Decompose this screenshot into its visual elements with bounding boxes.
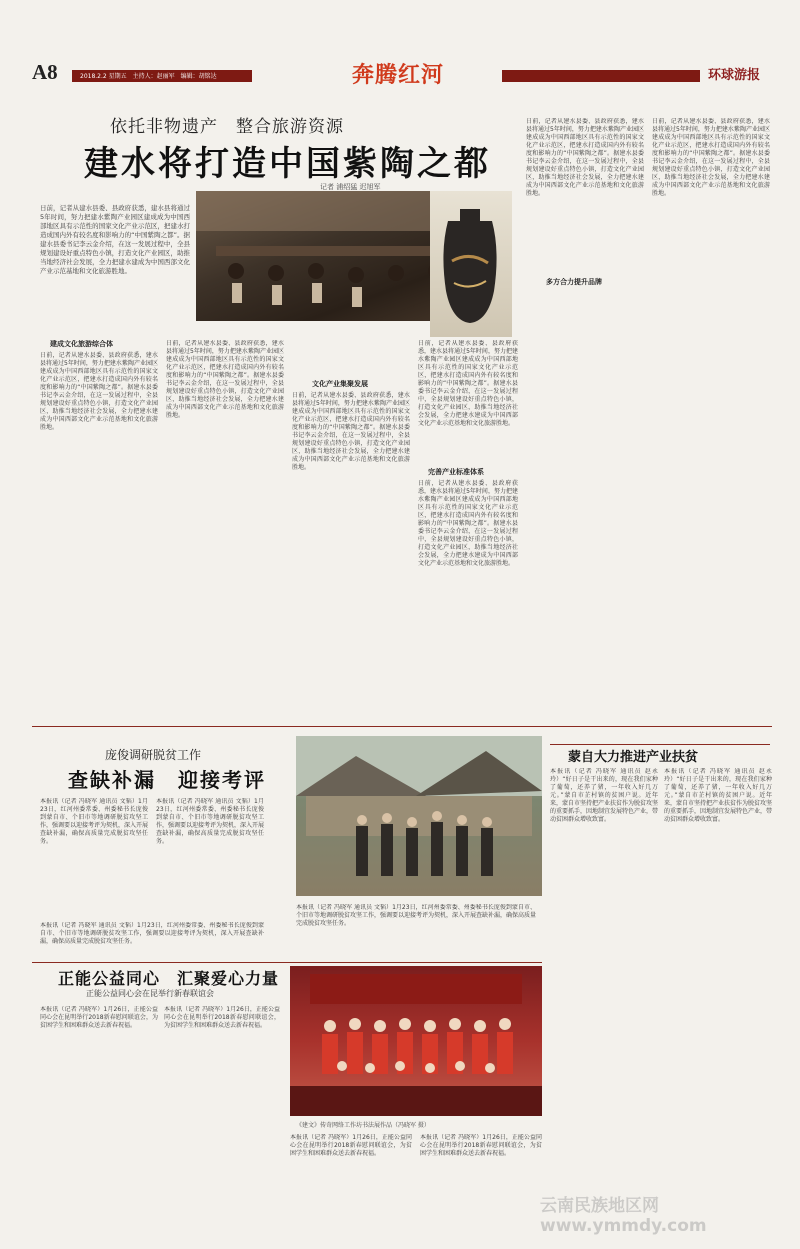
lead-intro-text: 日前，记者从建水县委、县政府获悉，建水县将通过5年时间，努力把建水紫陶产业园区建成成为中国西部地区具有示范性的国家文化产业示范区，把建水打造成国内外有较名度和影响力的“中国紫陶之都”。据建水县委书记李云金介绍，在这一发展过程中，全县规划建设好重点特色小镇，打造文化产业园区，助推当地经济社会发展，全力把建水建成为中国西部文化产业示范基地和文化旅游胜地。 — [40, 204, 190, 275]
vase-illustration — [430, 191, 512, 337]
watermark: 云南民族地区网 www.ymmdy.com — [540, 1196, 707, 1236]
article3-col-2: 本报讯（记者 冯晓军 通讯员 赵永玲）“好日子是干出来的，现在我们家种了葡萄，还养了猪，一年收入好几万元。”蒙自市芷村镇的贫困户说。近年来，蒙自市坚持把产业扶贫作为脱贫攻坚的重要抓手，因地制宜发展特色产业，带动贫困群众增收致富。 — [664, 768, 772, 823]
photo-caption-text: 本报讯（记者 冯晓军 通讯员 文韬）1月23日，红河州委常委、州委秘书长庞俊到蒙自市、个旧市等地调研脱贫攻坚工作，强调要以迎接考评为契机，深入开展查缺补漏，确保高质量完成脱贫攻坚任务。 — [296, 904, 536, 927]
masthead-info: 2018.2.2 星期五 主持人：赵丽军 编辑：胡铭达 — [80, 73, 217, 80]
lead-headline: 建水将打造中国紫陶之都 — [84, 144, 491, 184]
lead-col-1-text: 日前，记者从建水县委、县政府获悉，建水县将通过5年时间，努力把建水紫陶产业园区建成成为中国西部地区具有示范性的国家文化产业示范区，把建水打造成国内外有较名度和影响力的“中国紫陶之都”。据建水县委书记李云金介绍，在这一发展过程中，全县规划建设好重点特色小镇，打造文化产业园区，助推当地经济社会发展，全力把建水建成为中国西部文化产业示范基地和文化旅游胜地。 — [40, 352, 158, 431]
article4-col-4: 本报讯（记者 冯晓军）1月26日，正能公益同心会在昆明举行2018新春慰问联谊会，为贫困学生和困难群众送去新春祝福。 — [420, 1134, 542, 1157]
lead-col-4-text-b: 日前，记者从建水县委、县政府获悉，建水县将通过5年时间，努力把建水紫陶产业园区建成成为中国西部地区具有示范性的国家文化产业示范区，把建水打造成国内外有较名度和影响力的“中国紫陶之都”。据建水县委书记李云金介绍，在这一发展过程中，全县规划建设好重点特色小镇，打造文化产业园区，助推当地经济社会发展，全力把建水建成为中国西部文化产业示范基地和文化旅游胜地。 — [418, 480, 518, 567]
lead-col-4 — [418, 340, 518, 720]
paper-name: 环球游报 — [708, 67, 761, 82]
lead-subhead-4: 多方合力提升品牌 — [546, 278, 602, 286]
article2-col-1: 本报讯（记者 冯晓军 通讯员 文韬）1月23日，红河州委常委、州委秘书长庞俊到蒙自市、个旧市等地调研脱贫攻坚工作，强调要以迎接考评为契机，深入开展查缺补漏，确保高质量完成脱贫攻坚任务。 — [40, 798, 148, 845]
lead-col-1 — [40, 340, 158, 720]
article2-kicker: 庞俊调研脱贫工作 — [105, 748, 202, 762]
lead-col-5 — [526, 118, 644, 718]
lead-col-5-text: 日前，记者从建水县委、县政府获悉，建水县将通过5年时间，努力把建水紫陶产业园区建成成为中国西部地区具有示范性的国家文化产业示范区，把建水打造成国内外有较名度和影响力的“中国紫陶之都”。据建水县委书记李云金介绍，在这一发展过程中，全县规划建设好重点特色小镇，打造文化产业园区，助推当地经济社会发展，全力把建水建成为中国西部文化产业示范基地和文化旅游胜地。 — [526, 118, 644, 197]
masthead — [32, 60, 772, 88]
lead-col-3 — [292, 340, 410, 720]
lead-col-2 — [166, 340, 284, 720]
lead-subhead-3: 完善产业标准体系 — [428, 468, 484, 476]
charity-group-illustration — [290, 966, 542, 1116]
charity-group-photo — [290, 966, 542, 1116]
lead-col-2-text: 日前，记者从建水县委、县政府获悉，建水县将通过5年时间，努力把建水紫陶产业园区建成成为中国西部地区具有示范性的国家文化产业示范区，把建水打造成国内外有较名度和影响力的“中国紫陶之都”。据建水县委书记李云金介绍，在这一发展过程中，全县规划建设好重点特色小镇，打造文化产业园区，助推当地经济社会发展，全力把建水建成为中国西部文化产业示范基地和文化旅游胜地。 — [166, 340, 284, 419]
article4-divider — [32, 962, 542, 963]
section-divider — [32, 726, 772, 727]
lead-col-6 — [652, 118, 770, 718]
lead-subhead-1: 建成文化旅游综合体 — [50, 340, 113, 348]
article2-headline: 查缺补漏 迎接考评 — [68, 768, 266, 792]
charity-photo-caption: 《建文》传奇网络工作坊书法展作品（冯晓军 摄） — [296, 1122, 430, 1129]
village-visit-illustration — [296, 736, 542, 896]
article3-headline: 蒙自大力推进产业扶贫 — [568, 750, 699, 765]
village-visit-photo — [296, 736, 542, 896]
article4-col-2: 本报讯（记者 冯晓军）1月26日，正能公益同心会在昆明举行2018新春慰问联谊会，为贫困学生和困难群众送去新春祝福。 — [164, 1006, 280, 1029]
lead-col-6-text: 日前，记者从建水县委、县政府获悉，建水县将通过5年时间，努力把建水紫陶产业园区建成成为中国西部地区具有示范性的国家文化产业示范区，把建水打造成国内外有较名度和影响力的“中国紫陶之都”。据建水县委书记李云金介绍，在这一发展过程中，全县规划建设好重点特色小镇，打造文化产业园区，助推当地经济社会发展，全力把建水建成为中国西部文化产业示范基地和文化旅游胜地。 — [652, 118, 770, 197]
section-title: 奔腾红河 — [352, 63, 445, 88]
page-number: A8 — [32, 60, 58, 84]
masthead-bar-right — [502, 70, 700, 82]
lead-byline: 记者 浦绍猛 迟旭军 — [320, 183, 381, 191]
lead-kicker: 依托非物遗产 整合旅游资源 — [110, 117, 344, 137]
article3-box-top — [550, 744, 770, 745]
lead-subhead-2: 文化产业集聚发展 — [312, 380, 368, 388]
lead-col-4-text: 日前，记者从建水县委、县政府获悉，建水县将通过5年时间，努力把建水紫陶产业园区建成成为中国西部地区具有示范性的国家文化产业示范区，把建水打造成国内外有较名度和影响力的“中国紫陶之都”。据建水县委书记李云金介绍，在这一发展过程中，全县规划建设好重点特色小镇，打造文化产业园区，助推当地经济社会发展，全力把建水建成为中国西部文化产业示范基地和文化旅游胜地。 — [418, 340, 518, 427]
lead-col-3-text: 日前，记者从建水县委、县政府获悉，建水县将通过5年时间，努力把建水紫陶产业园区建成成为中国西部地区具有示范性的国家文化产业示范区，把建水打造成国内外有较名度和影响力的“中国紫陶之都”。据建水县委书记李云金介绍，在这一发展过程中，全县规划建设好重点特色小镇，打造文化产业园区，助推当地经济社会发展，全力把建水建成为中国西部文化产业示范基地和文化旅游胜地。 — [292, 392, 410, 471]
vase-photo — [430, 191, 512, 337]
article4-headline: 正能公益同心 汇聚爱心力量 — [58, 969, 280, 988]
article2-col-3: 本报讯（记者 冯晓军 通讯员 文韬）1月23日，红河州委常委、州委秘书长庞俊到蒙自市、个旧市等地调研脱贫攻坚工作，强调要以迎接考评为契机，深入开展查缺补漏，确保高质量完成脱贫攻坚任务。 — [40, 922, 264, 945]
article4-col-3: 本报讯（记者 冯晓军）1月26日，正能公益同心会在昆明举行2018新春慰问联谊会，为贫困学生和困难群众送去新春祝福。 — [290, 1134, 412, 1157]
article4-subheadline: 正能公益同心会在昆举行新春联谊会 — [86, 989, 214, 998]
article2-col-2: 本报讯（记者 冯晓军 通讯员 文韬）1月23日，红河州委常委、州委秘书长庞俊到蒙自市、个旧市等地调研脱贫攻坚工作，强调要以迎接考评为契机，深入开展查缺补漏，确保高质量完成脱贫攻坚任务。 — [156, 798, 264, 845]
article4-col-1: 本报讯（记者 冯晓军）1月26日，正能公益同心会在昆明举行2018新春慰问联谊会，为贫困学生和困难群众送去新春祝福。 — [40, 1006, 158, 1029]
article3-col-1: 本报讯（记者 冯晓军 通讯员 赵永玲）“好日子是干出来的，现在我们家种了葡萄，还养了猪，一年收入好几万元。”蒙自市芷村镇的贫困户说。近年来，蒙自市坚持把产业扶贫作为脱贫攻坚的重要抓手，因地制宜发展特色产业，带动贫困群众增收致富。 — [550, 768, 658, 823]
